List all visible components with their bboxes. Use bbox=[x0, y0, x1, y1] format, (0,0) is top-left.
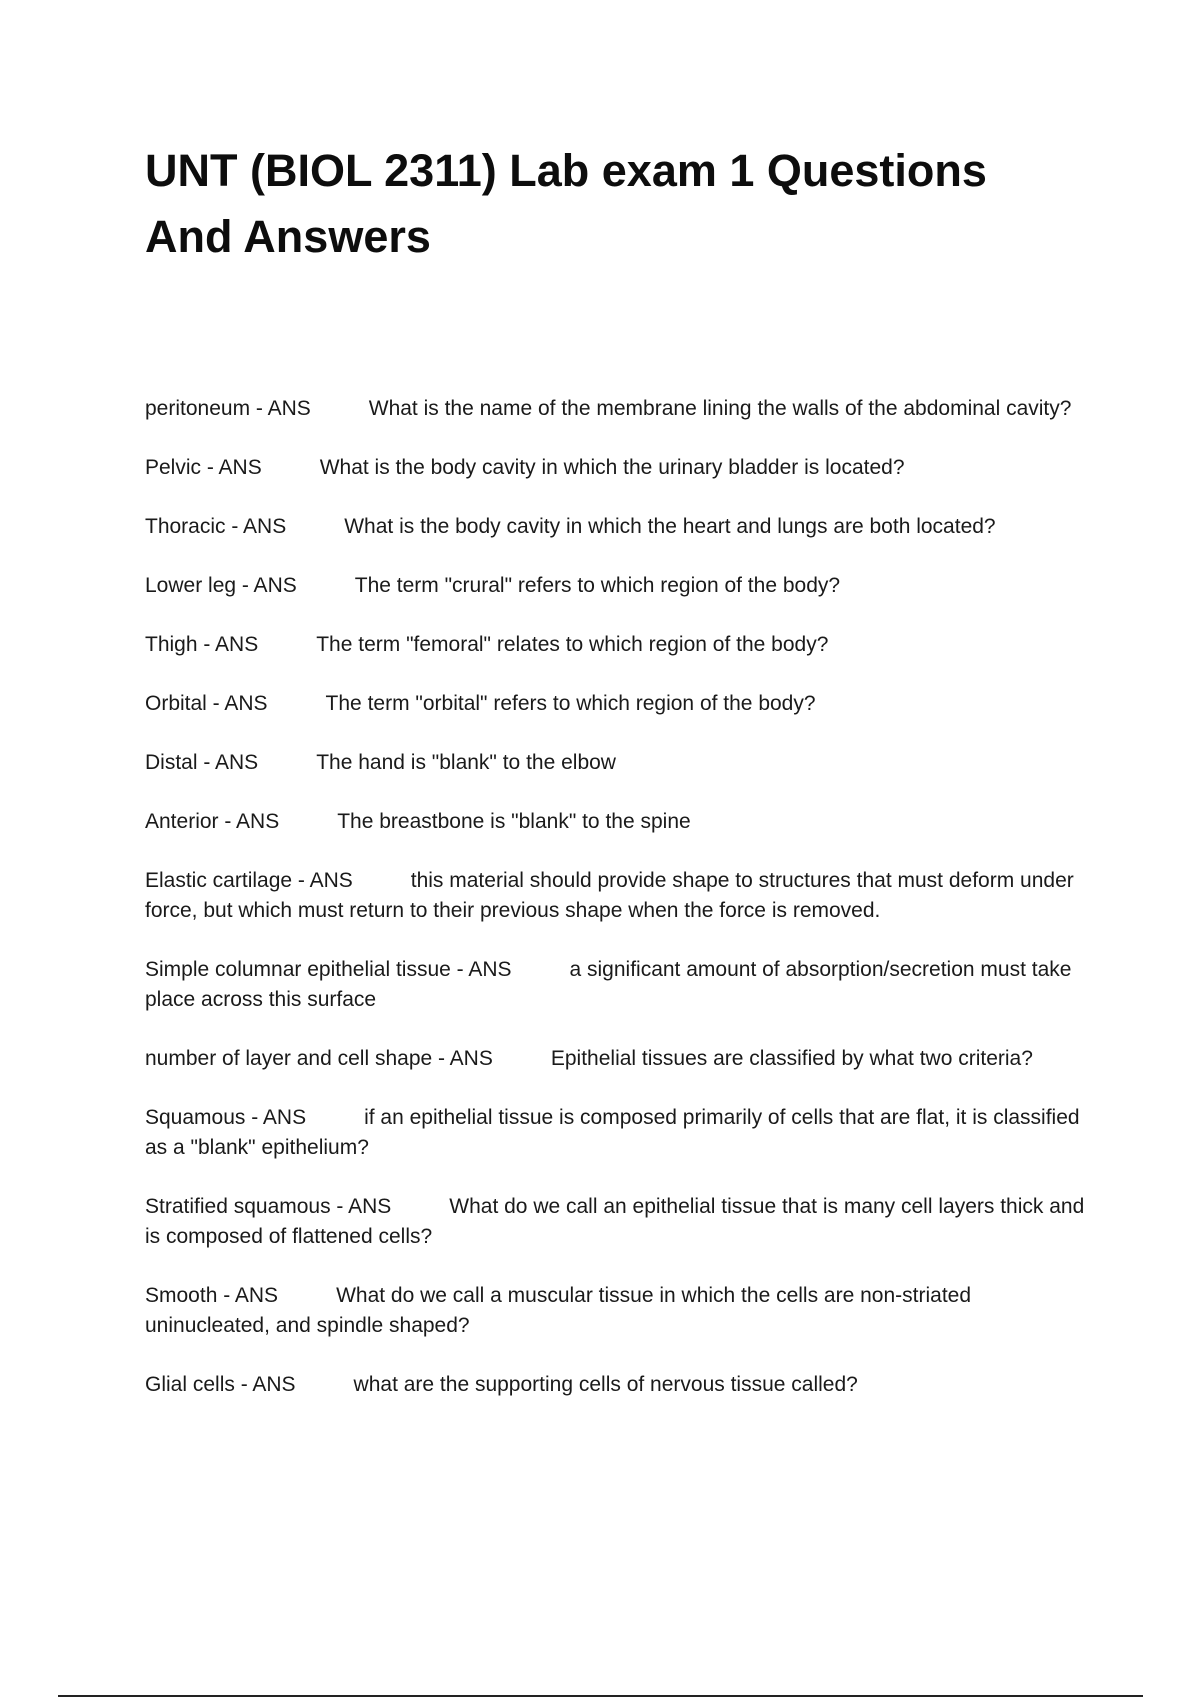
qa-question: Epithelial tissues are classified by what two criteria? bbox=[550, 1047, 1033, 1070]
qa-question: The term "femoral" relates to which region of the body? bbox=[316, 633, 829, 656]
qa-question: if an epithelial tissue is composed primarily of cells that are flat, it is classified as a "blank" epithelium? bbox=[145, 1106, 1080, 1159]
qa-item bbox=[145, 866, 1090, 926]
qa-question: what are the supporting cells of nervous tissue called? bbox=[353, 1373, 858, 1396]
qa-answer: Orbital - ANS bbox=[145, 692, 268, 715]
qa-question: What is the name of the membrane lining the walls of the abdominal cavity? bbox=[368, 397, 1072, 420]
qa-item bbox=[145, 955, 1090, 1015]
qa-question: The term "crural" refers to which region of the body? bbox=[354, 574, 841, 597]
qa-question: What is the body cavity in which the heart and lungs are both located? bbox=[344, 515, 996, 538]
qa-answer: number of layer and cell shape - ANS bbox=[145, 1047, 493, 1070]
qa-item bbox=[145, 571, 1090, 601]
qa-item bbox=[145, 1281, 1090, 1341]
qa-answer: Distal - ANS bbox=[145, 751, 259, 774]
qa-answer: Squamous - ANS bbox=[145, 1106, 307, 1129]
qa-question: The breastbone is "blank" to the spine bbox=[337, 810, 691, 833]
qa-answer: peritoneum - ANS bbox=[145, 397, 311, 420]
qa-question: What do we call a muscular tissue in which the cells are non-striated uninucleated, and spindle shaped? bbox=[145, 1284, 972, 1337]
qa-item bbox=[145, 807, 1090, 837]
qa-answer: Lower leg - ANS bbox=[145, 574, 297, 597]
qa-question: What is the body cavity in which the urinary bladder is located? bbox=[319, 456, 905, 479]
qa-item bbox=[145, 512, 1090, 542]
qa-item bbox=[145, 689, 1090, 719]
qa-item bbox=[145, 394, 1090, 424]
document-title: UNT (BIOL 2311) Lab exam 1 Questions And Answers bbox=[145, 145, 987, 262]
qa-item bbox=[145, 1103, 1090, 1163]
qa-item bbox=[145, 1370, 1090, 1400]
qa-question: The hand is "blank" to the elbow bbox=[316, 751, 616, 774]
qa-answer: Anterior - ANS bbox=[145, 810, 280, 833]
qa-list bbox=[145, 394, 1090, 1429]
qa-question: What do we call an epithelial tissue that is many cell layers thick and is composed of flattened cells? bbox=[145, 1195, 1085, 1248]
qa-question: this material should provide shape to structures that must deform under force, but which must return to their previous shape when the force is removed. bbox=[145, 869, 1074, 922]
qa-item bbox=[145, 453, 1090, 483]
qa-question: a significant amount of absorption/secretion must take place across this surface bbox=[145, 958, 1072, 1011]
qa-answer: Simple columnar epithelial tissue - ANS bbox=[145, 958, 512, 981]
qa-answer: Thigh - ANS bbox=[145, 633, 259, 656]
qa-item bbox=[145, 1192, 1090, 1252]
qa-item bbox=[145, 1044, 1090, 1074]
qa-answer: Stratified squamous - ANS bbox=[145, 1195, 392, 1218]
qa-answer: Pelvic - ANS bbox=[145, 456, 262, 479]
qa-question: The term "orbital" refers to which region of the body? bbox=[325, 692, 816, 715]
qa-answer: Thoracic - ANS bbox=[145, 515, 287, 538]
qa-item bbox=[145, 748, 1090, 778]
footer-divider bbox=[58, 1695, 1143, 1697]
qa-answer: Elastic cartilage - ANS bbox=[145, 869, 353, 892]
qa-item bbox=[145, 630, 1090, 660]
qa-answer: Smooth - ANS bbox=[145, 1284, 279, 1307]
qa-answer: Glial cells - ANS bbox=[145, 1373, 296, 1396]
